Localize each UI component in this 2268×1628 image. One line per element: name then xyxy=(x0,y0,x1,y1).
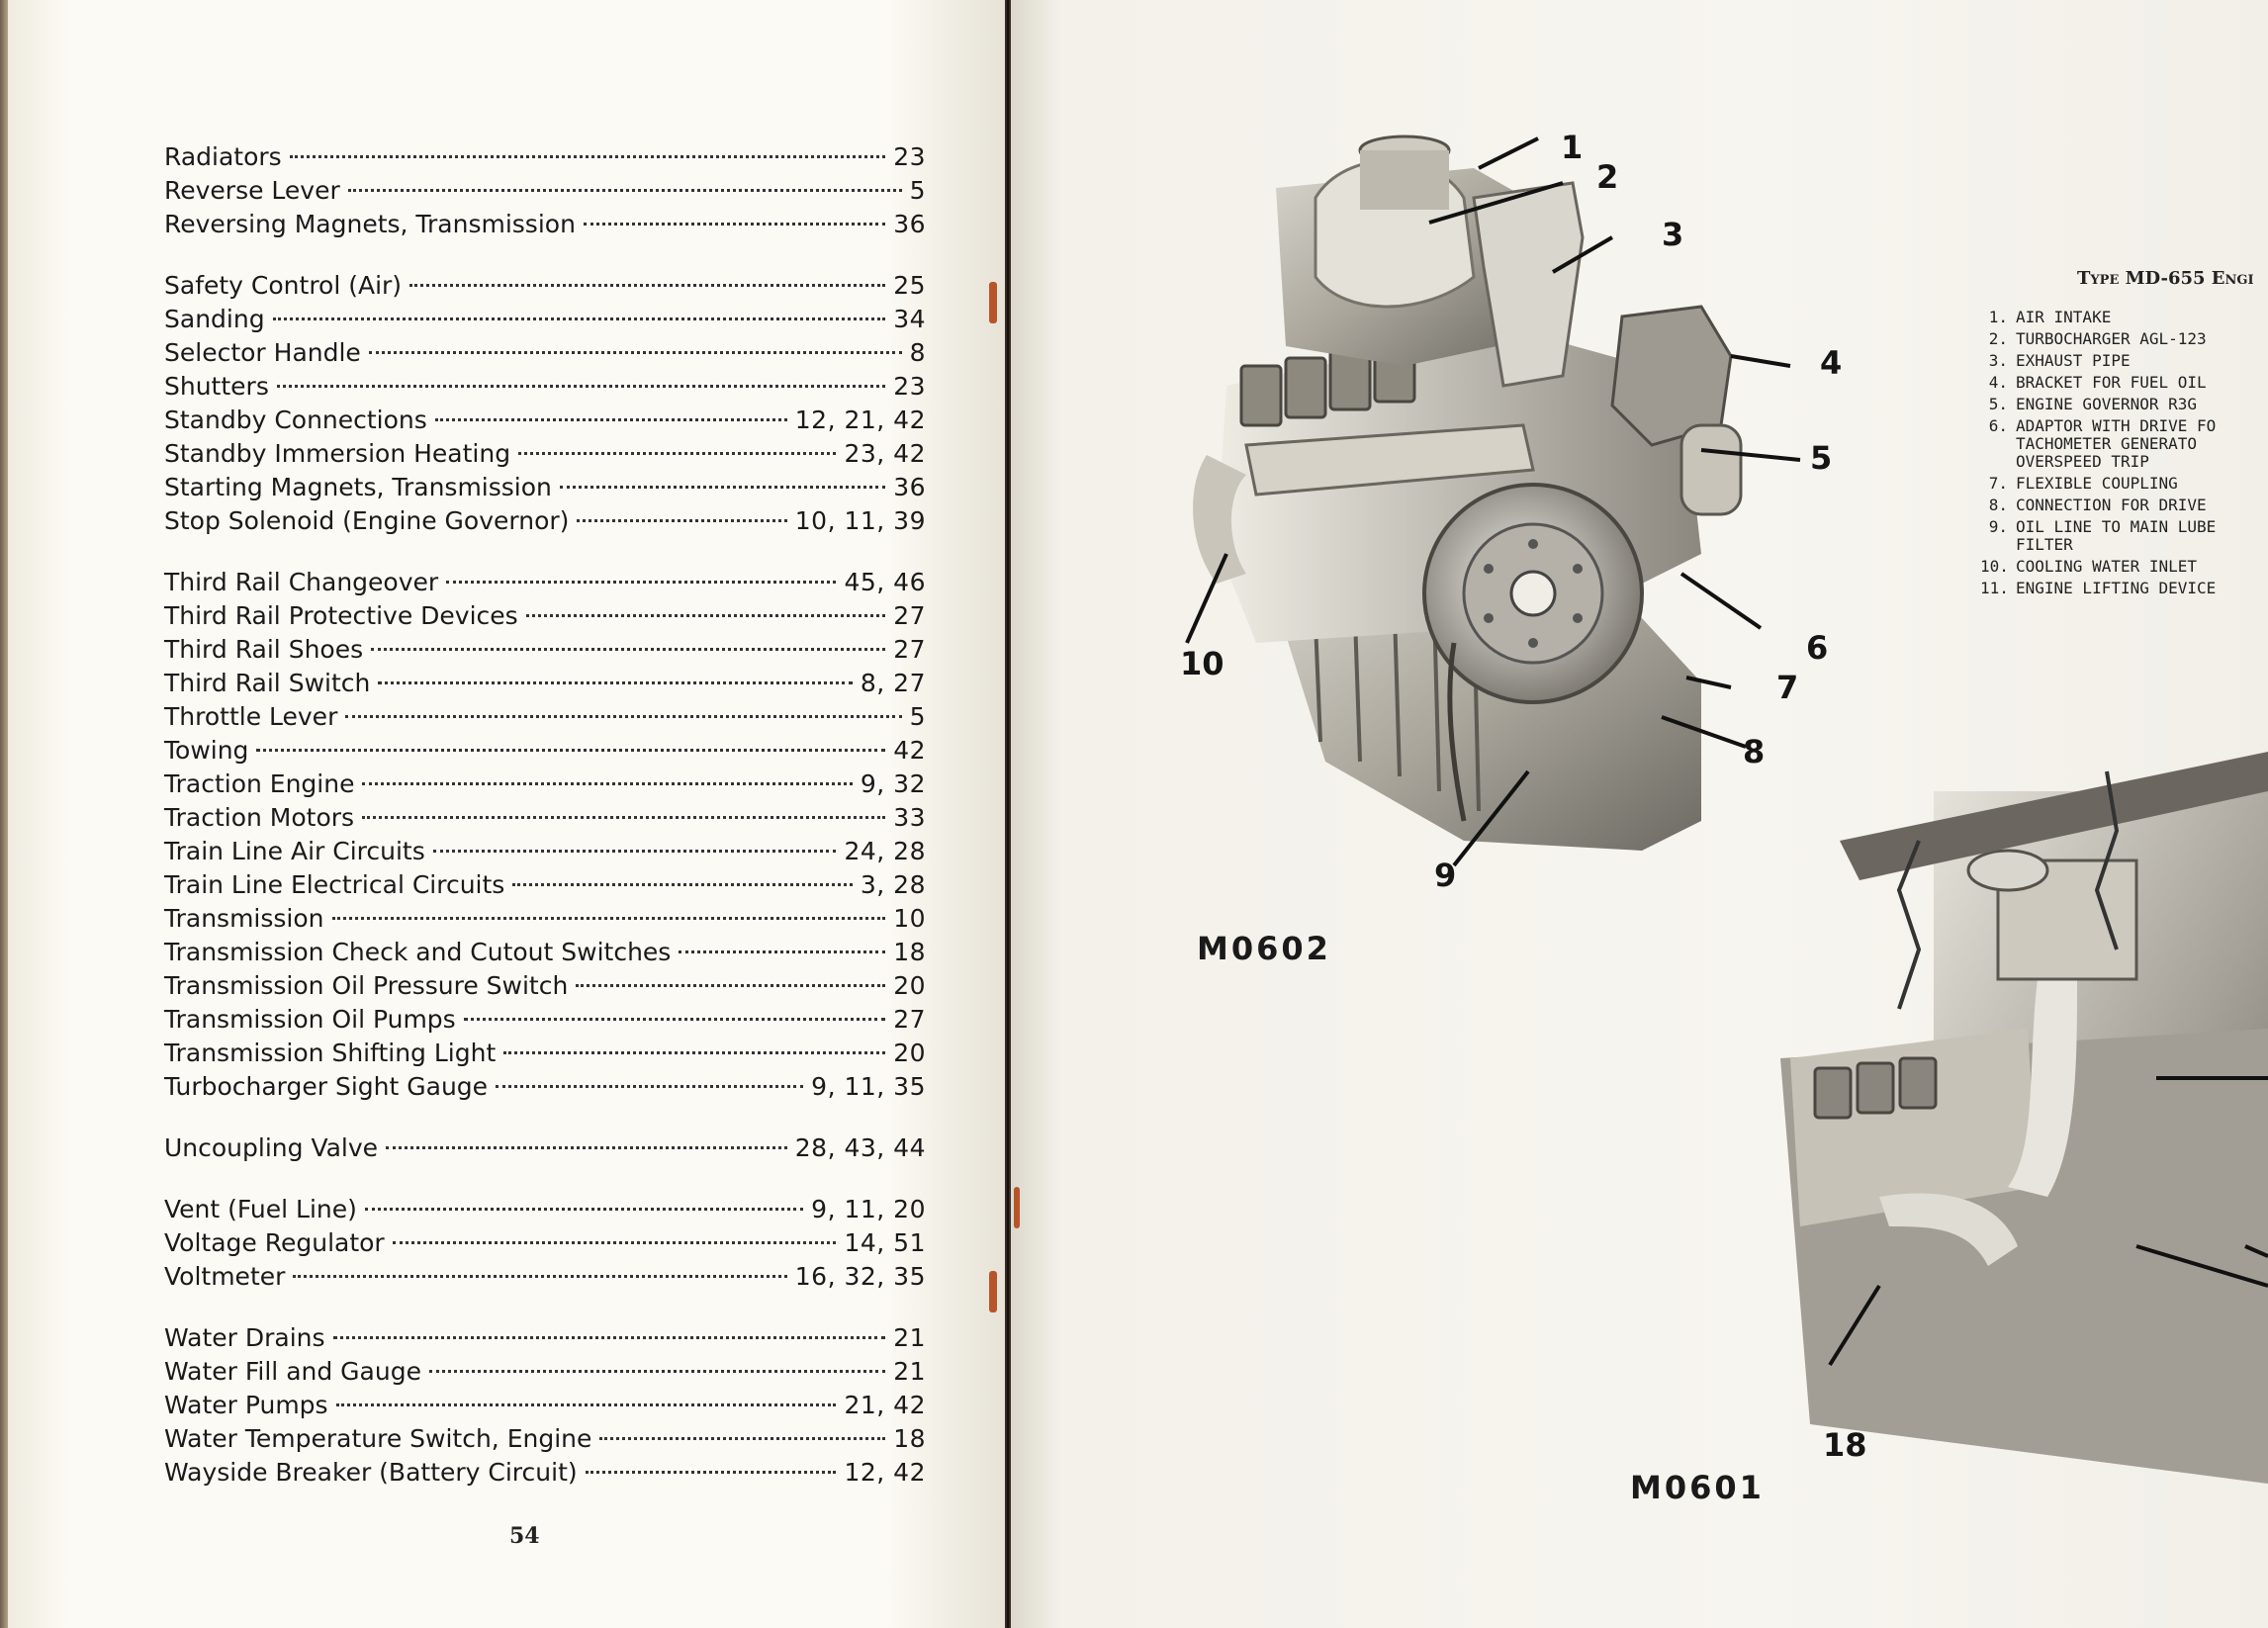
index-entry-pages: 8 xyxy=(909,338,926,367)
index-entry-label: Transmission xyxy=(164,904,324,933)
index-list xyxy=(164,140,926,1517)
index-entry-pages: 10, 11, 39 xyxy=(794,506,926,535)
callout-1: 1 xyxy=(1561,129,1584,166)
legend-item-number: 8. xyxy=(1988,496,2008,514)
index-entry xyxy=(164,1003,926,1037)
dot-leader xyxy=(277,385,885,388)
index-entry-pages: 21 xyxy=(893,1357,926,1386)
legend-item-text: FLEXIBLE COUPLING xyxy=(2016,474,2178,493)
index-entry-pages: 23 xyxy=(893,142,926,171)
index-entry xyxy=(164,208,926,241)
legend-item-number: 3. xyxy=(1988,351,2008,370)
index-entry-label: Shutters xyxy=(164,372,269,401)
index-group xyxy=(164,1321,926,1490)
index-entry-label: Reverse Lever xyxy=(164,176,340,205)
index-entry xyxy=(164,471,926,504)
legend-title: Type MD-655 Engi xyxy=(2077,268,2254,289)
index-entry xyxy=(164,1456,926,1490)
dot-leader xyxy=(369,351,902,354)
index-entry-pages: 34 xyxy=(893,305,926,333)
index-entry xyxy=(164,1422,926,1456)
legend-item-text: ENGINE LIFTING DEVICE xyxy=(2016,579,2217,597)
index-entry-pages: 20 xyxy=(893,1039,926,1067)
index-entry-pages: 14, 51 xyxy=(844,1228,926,1257)
engine-photo-bottom xyxy=(1780,732,2268,1484)
dot-leader xyxy=(362,816,885,819)
index-entry-label: Traction Engine xyxy=(164,769,355,798)
index-entry-pages: 16, 32, 35 xyxy=(794,1262,926,1291)
legend-item-text: OIL LINE TO MAIN LUBE FILTER xyxy=(2016,517,2217,554)
legend-item-number: 5. xyxy=(1988,395,2008,413)
callout-4: 4 xyxy=(1820,344,1843,382)
index-entry-label: Standby Immersion Heating xyxy=(164,439,511,468)
dot-leader xyxy=(586,1471,837,1474)
index-entry-pages: 3, 28 xyxy=(860,870,926,899)
dot-leader xyxy=(503,1051,885,1054)
index-entry-pages: 27 xyxy=(893,601,926,630)
index-entry xyxy=(164,336,926,370)
legend-item-text: AIR INTAKE xyxy=(2016,309,2112,326)
page-fold xyxy=(1007,0,1009,1628)
index-entry-pages: 27 xyxy=(893,635,926,664)
legend-item xyxy=(1980,580,2268,597)
index-entry-pages: 9, 11, 20 xyxy=(811,1195,926,1223)
index-entry xyxy=(164,801,926,835)
index-entry xyxy=(164,969,926,1003)
legend-item-text: BRACKET FOR FUEL OIL xyxy=(2016,373,2207,392)
legend-item-text: TURBOCHARGER AGL-123 xyxy=(2016,329,2207,348)
index-entry-label: Water Pumps xyxy=(164,1391,328,1419)
legend-item xyxy=(1980,518,2268,554)
dot-leader xyxy=(464,1018,885,1021)
legend-item-text: ADAPTOR WITH DRIVE FO TACHOMETER GENERATO OVERSPEED TRIP xyxy=(2016,416,2217,471)
index-entry-label: Third Rail Switch xyxy=(164,669,371,697)
index-entry-pages: 20 xyxy=(893,971,926,1000)
index-entry-label: Towing xyxy=(164,736,249,765)
index-entry-pages: 28, 43, 44 xyxy=(794,1133,926,1162)
index-entry-label: Radiators xyxy=(164,142,282,171)
index-entry xyxy=(164,1260,926,1294)
legend-item-number: 7. xyxy=(1988,474,2008,493)
dot-leader xyxy=(365,1208,803,1211)
index-entry-label: Transmission Shifting Light xyxy=(164,1039,497,1067)
dot-leader xyxy=(433,850,837,853)
index-entry-label: Vent (Fuel Line) xyxy=(164,1195,357,1223)
index-entry xyxy=(164,437,926,471)
staple-mark xyxy=(1014,1187,1020,1228)
photo-label-top: M0602 xyxy=(1197,930,1331,967)
index-entry xyxy=(164,303,926,336)
index-entry-label: Traction Motors xyxy=(164,803,355,832)
index-group xyxy=(164,140,926,241)
index-entry-label: Transmission Oil Pressure Switch xyxy=(164,971,569,1000)
photo-label-bottom: M0601 xyxy=(1630,1469,1765,1506)
index-group xyxy=(164,269,926,538)
index-entry-label: Reversing Magnets, Transmission xyxy=(164,210,576,238)
index-entry-pages: 36 xyxy=(893,210,926,238)
index-entry-label: Transmission Oil Pumps xyxy=(164,1005,456,1034)
callout-7: 7 xyxy=(1776,669,1799,706)
index-entry-pages: 12, 42 xyxy=(844,1458,926,1487)
index-entry xyxy=(164,174,926,208)
index-entry-label: Safety Control (Air) xyxy=(164,271,403,300)
index-entry-pages: 9, 11, 35 xyxy=(811,1072,926,1101)
index-entry xyxy=(164,1131,926,1165)
index-entry xyxy=(164,504,926,538)
index-entry-label: Water Drains xyxy=(164,1323,325,1352)
index-entry xyxy=(164,667,926,700)
callout-10: 10 xyxy=(1180,645,1225,682)
index-entry xyxy=(164,1321,926,1355)
callout-9: 9 xyxy=(1434,857,1457,894)
index-entry xyxy=(164,1389,926,1422)
legend-item xyxy=(1980,475,2268,493)
index-entry-label: Water Temperature Switch, Engine xyxy=(164,1424,592,1453)
legend-item xyxy=(1980,396,2268,413)
dot-leader xyxy=(386,1146,787,1149)
index-entry xyxy=(164,1193,926,1226)
index-entry xyxy=(164,1037,926,1070)
staple-mark xyxy=(989,282,997,323)
index-entry-pages: 9, 32 xyxy=(860,769,926,798)
index-entry-pages: 23 xyxy=(893,372,926,401)
index-entry-label: Third Rail Protective Devices xyxy=(164,601,518,630)
index-entry-pages: 21 xyxy=(893,1323,926,1352)
legend-item xyxy=(1980,558,2268,576)
index-entry xyxy=(164,868,926,902)
legend-item xyxy=(1980,330,2268,348)
index-entry-label: Sanding xyxy=(164,305,265,333)
index-entry-label: Turbocharger Sight Gauge xyxy=(164,1072,489,1101)
index-entry-pages: 45, 46 xyxy=(844,568,926,596)
legend-item-text: EXHAUST PIPE xyxy=(2016,351,2131,370)
dot-leader xyxy=(256,749,885,752)
index-entry-pages: 5 xyxy=(909,702,926,731)
index-entry xyxy=(164,1226,926,1260)
dot-leader xyxy=(362,782,852,785)
dot-leader xyxy=(293,1275,786,1278)
legend-item-text: COOLING WATER INLET xyxy=(2016,557,2198,576)
index-entry-label: Train Line Electrical Circuits xyxy=(164,870,505,899)
index-entry xyxy=(164,768,926,801)
index-entry-pages: 33 xyxy=(893,803,926,832)
index-entry-pages: 42 xyxy=(893,736,926,765)
dot-leader xyxy=(512,883,853,886)
index-entry xyxy=(164,734,926,768)
index-entry-label: Transmission Check and Cutout Switches xyxy=(164,938,672,966)
callout-2: 2 xyxy=(1596,158,1619,196)
index-entry-label: Uncoupling Valve xyxy=(164,1133,379,1162)
index-entry-label: Voltmeter xyxy=(164,1262,286,1291)
callout-3: 3 xyxy=(1662,216,1684,253)
legend-item-number: 4. xyxy=(1988,373,2008,392)
index-entry-pages: 21, 42 xyxy=(844,1391,926,1419)
dot-leader xyxy=(371,648,885,651)
legend-item-number: 9. xyxy=(1988,517,2008,536)
index-entry-label: Water Fill and Gauge xyxy=(164,1357,421,1386)
index-entry xyxy=(164,370,926,404)
index-entry xyxy=(164,1355,926,1389)
dot-leader xyxy=(409,284,885,287)
index-entry-label: Throttle Lever xyxy=(164,702,338,731)
legend-item xyxy=(1980,309,2268,326)
dot-leader xyxy=(378,681,853,684)
index-entry-pages: 25 xyxy=(893,271,926,300)
index-entry xyxy=(164,700,926,734)
index-entry-label: Wayside Breaker (Battery Circuit) xyxy=(164,1458,578,1487)
index-entry-pages: 12, 21, 42 xyxy=(794,406,926,434)
index-entry xyxy=(164,404,926,437)
legend-item-number: 6. xyxy=(1988,416,2008,435)
legend-item-text: ENGINE GOVERNOR R3G xyxy=(2016,395,2198,413)
index-entry-label: Stop Solenoid (Engine Governor) xyxy=(164,506,570,535)
callout-18: 18 xyxy=(1823,1426,1867,1464)
index-entry-pages: 8, 27 xyxy=(860,669,926,697)
index-entry-label: Starting Magnets, Transmission xyxy=(164,473,552,501)
index-entry xyxy=(164,902,926,936)
index-entry xyxy=(164,1070,926,1104)
legend-item xyxy=(1980,374,2268,392)
dot-leader xyxy=(348,189,902,192)
index-entry-pages: 36 xyxy=(893,473,926,501)
callout-8: 8 xyxy=(1743,733,1766,770)
parts-legend xyxy=(1980,309,2268,601)
dot-leader xyxy=(679,950,885,953)
legend-item xyxy=(1980,417,2268,471)
index-entry xyxy=(164,566,926,599)
page-number: 54 xyxy=(509,1523,540,1549)
dot-leader xyxy=(332,917,886,920)
index-entry-label: Standby Connections xyxy=(164,406,427,434)
legend-item-number: 1. xyxy=(1988,309,2008,326)
callout-6: 6 xyxy=(1806,629,1829,667)
dot-leader xyxy=(345,715,901,718)
legend-item xyxy=(1980,497,2268,514)
dot-leader xyxy=(599,1437,885,1440)
dot-leader xyxy=(435,418,787,421)
legend-item-number: 11. xyxy=(1980,579,2009,597)
dot-leader xyxy=(290,155,886,158)
index-entry xyxy=(164,269,926,303)
dot-leader xyxy=(273,317,886,320)
legend-item-text: CONNECTION FOR DRIVE xyxy=(2016,496,2207,514)
index-entry xyxy=(164,599,926,633)
index-entry-label: Voltage Regulator xyxy=(164,1228,385,1257)
dot-leader xyxy=(518,452,836,455)
dot-leader xyxy=(336,1403,837,1406)
dot-leader xyxy=(446,581,836,584)
dot-leader xyxy=(333,1336,886,1339)
index-entry-pages: 18 xyxy=(893,938,926,966)
index-entry-pages: 27 xyxy=(893,1005,926,1034)
index-group xyxy=(164,566,926,1104)
callout-5: 5 xyxy=(1810,439,1833,477)
index-entry-pages: 5 xyxy=(909,176,926,205)
index-entry-pages: 10 xyxy=(893,904,926,933)
dot-leader xyxy=(496,1085,803,1088)
dot-leader xyxy=(526,614,886,617)
index-entry-pages: 24, 28 xyxy=(844,837,926,865)
index-group xyxy=(164,1131,926,1165)
index-entry xyxy=(164,140,926,174)
dot-leader xyxy=(429,1370,885,1373)
index-entry xyxy=(164,936,926,969)
index-entry-pages: 18 xyxy=(893,1424,926,1453)
index-group xyxy=(164,1193,926,1294)
legend-item xyxy=(1980,352,2268,370)
index-entry xyxy=(164,835,926,868)
dot-leader xyxy=(584,223,885,226)
index-entry-label: Selector Handle xyxy=(164,338,361,367)
index-entry-label: Third Rail Changeover xyxy=(164,568,439,596)
index-entry-label: Train Line Air Circuits xyxy=(164,837,425,865)
legend-item-number: 2. xyxy=(1988,329,2008,348)
dot-leader xyxy=(560,486,885,489)
index-entry xyxy=(164,633,926,667)
index-entry-pages: 23, 42 xyxy=(844,439,926,468)
legend-item-number: 10. xyxy=(1980,557,2009,576)
dot-leader xyxy=(576,984,885,987)
index-entry-label: Third Rail Shoes xyxy=(164,635,364,664)
dot-leader xyxy=(393,1241,837,1244)
dot-leader xyxy=(577,519,786,522)
staple-mark xyxy=(989,1271,997,1312)
